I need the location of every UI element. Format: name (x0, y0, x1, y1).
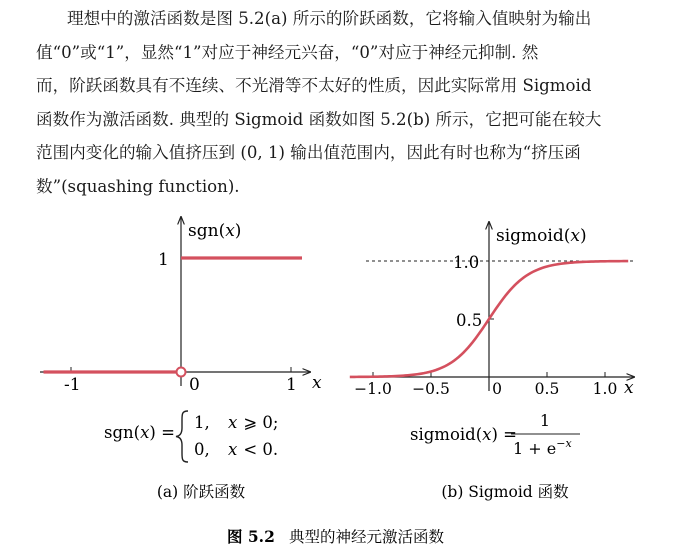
panel-a-x-tick-label: 1 (286, 375, 297, 395)
formula-a-case2: 0, x < 0. (194, 440, 279, 459)
panel-a-step-chart (40, 217, 322, 395)
panel-a-caption: (a) 阶跃函数 (156, 483, 246, 501)
panel-b-sigmoid-chart (350, 222, 634, 398)
panel-b-y-tick-label: 0.5 (456, 311, 483, 330)
panel-b-x-axis-label: x (624, 378, 634, 398)
panel-a-x-tick-label: -1 (64, 375, 81, 395)
panel-b-x-tick-label: 0.5 (534, 380, 560, 398)
formula-a-lhs: sgn(x) = (104, 423, 175, 442)
paragraph-line: 而，阶跃函数具有不连续、不光滑等不太好的性质，因此实际常用 Sigmoid (36, 76, 592, 96)
paragraph-line: 值“0”或“1”，显然“1”对应于神经元兴奋，“0”对应于神经元抑制. 然 (36, 42, 539, 62)
panel-b-y-tick-label: 1.0 (453, 253, 480, 272)
formula-a-case1: 1, x ⩾ 0; (194, 413, 279, 432)
panel-a-open-circle-marker (177, 368, 186, 377)
panel-a-y-axis-label: sgn(x) (188, 221, 242, 241)
panel-b-x-tick-label: −1.0 (354, 380, 392, 398)
panel-b-y-axis-label: sigmoid(x) (496, 226, 587, 246)
panel-b-x-tick-label: −0.5 (412, 380, 450, 398)
formula-b-denominator: $1 + e^{-x}$ (513, 437, 572, 458)
panel-b-x-tick-label: 1.0 (592, 380, 618, 398)
formula-a-brace (176, 411, 188, 462)
figure-caption-text: 典型的神经元激活函数 (289, 528, 445, 546)
panel-a-x-tick-label: 0 (189, 375, 200, 395)
formula-b-numerator: 1 (539, 411, 551, 430)
panel-b-caption: (b) Sigmoid 函数 (441, 483, 569, 501)
formula-b-lhs: sigmoid(x) = (410, 425, 517, 444)
paragraph-line: 范围内变化的输入值挤压到 (0, 1) 输出值范围内，因此有时也称为“挤压函 (36, 143, 581, 163)
paragraph-line: 数”(squashing function). (36, 176, 240, 196)
figure-caption-label: 图 5.2 (227, 527, 275, 546)
paragraph-line: 函数作为激活函数. 典型的 Sigmoid 函数如图 5.2(b) 所示，它把可能在较大 (36, 109, 602, 129)
paragraph-line: 理想中的激活函数是图 5.2(a) 所示的阶跃函数，它将输入值映射为输出 (67, 9, 592, 28)
panel-b-x-tick-label: 0 (492, 380, 502, 398)
panel-b-formula (410, 411, 580, 458)
panel-a-y-tick-label: 1 (158, 250, 169, 270)
panel-a-x-axis-label: x (312, 373, 322, 393)
panel-a-formula (104, 411, 278, 462)
